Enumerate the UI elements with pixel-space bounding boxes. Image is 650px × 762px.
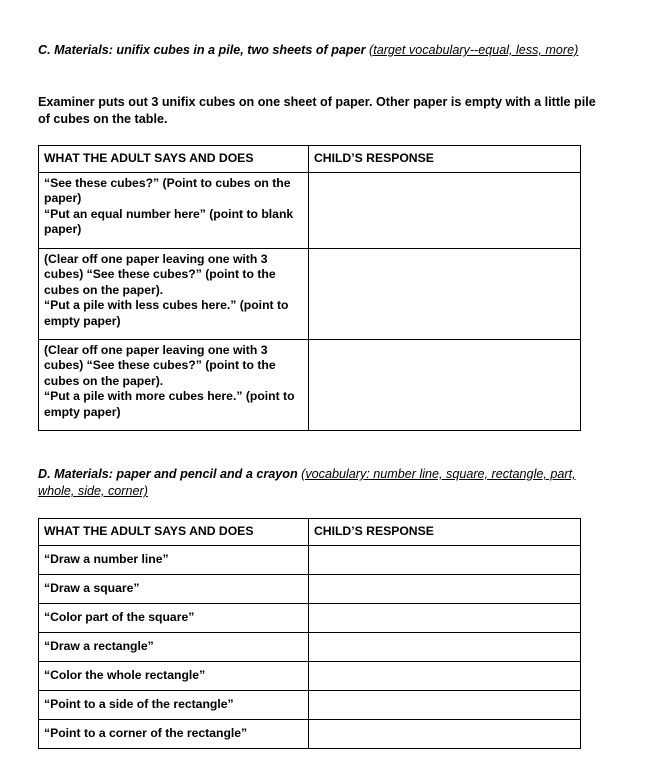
section-c-heading [38,42,598,59]
column-header-adult: WHAT THE ADULT SAYS AND DOES [39,146,309,173]
child-response-cell[interactable] [309,172,581,248]
table-header-row [39,146,581,173]
adult-prompt-cell: “Draw a rectangle” [39,632,309,661]
adult-prompt-line: “See these cubes?” (Point to cubes on the paper) [44,175,291,206]
column-header-child: CHILD’S RESPONSE [309,519,581,546]
child-response-cell[interactable] [309,339,581,430]
table-row [39,339,581,430]
adult-prompt-cell: “Draw a square” [39,574,309,603]
adult-prompt-line: (Clear off one paper leaving one with 3 cubes) “See these cubes?” (point to the cubes on the paper). [44,251,276,297]
adult-prompt-cell: “Point to a side of the rectangle” [39,690,309,719]
adult-cell [39,172,309,248]
table-row [39,574,581,603]
section-c-table [38,145,581,431]
adult-cell [39,248,309,339]
section-d-heading-text: D. Materials: paper and pencil and a crayon [38,467,302,481]
section-d-table [38,518,581,749]
table-row [39,545,581,574]
table-row [39,661,581,690]
child-response-cell[interactable] [309,603,581,632]
section-c-instructions: Examiner puts out 3 unifix cubes on one sheet of paper. Other paper is empty with a little pile of cubes on the table. [38,95,596,126]
adult-prompt-line: (Clear off one paper leaving one with 3 cubes) “See these cubes?” (point to the cubes on the paper). [44,342,276,388]
adult-prompt-cell: “Draw a number line” [39,545,309,574]
column-header-child: CHILD’S RESPONSE [309,146,581,173]
child-response-cell[interactable] [309,574,581,603]
child-response-cell[interactable] [309,632,581,661]
child-response-cell[interactable] [309,719,581,748]
column-header-adult: WHAT THE ADULT SAYS AND DOES [39,519,309,546]
adult-prompt-cell: “Color part of the square” [39,603,309,632]
section-c-heading-text: C. Materials: unifix cubes in a pile, two sheets of paper [38,43,370,57]
section-c-vocabulary: (target vocabulary--equal, less, more) [369,43,579,57]
table-row [39,690,581,719]
table-row [39,248,581,339]
adult-prompt-line: “Put a pile with more cubes here.” (point to empty paper) [44,389,295,419]
adult-prompt-cell: “Point to a corner of the rectangle” [39,719,309,748]
adult-prompt-line: “Put an equal number here” (point to blank paper) [44,206,294,237]
adult-cell [39,339,309,430]
child-response-cell[interactable] [309,690,581,719]
child-response-cell[interactable] [309,545,581,574]
table-row [39,632,581,661]
adult-prompt-cell: “Color the whole rectangle” [39,661,309,690]
table-row [39,603,581,632]
table-header-row [39,519,581,546]
child-response-cell[interactable] [309,661,581,690]
adult-prompt-line: “Put a pile with less cubes here.” (point to empty paper) [44,298,289,328]
child-response-cell[interactable] [309,248,581,339]
section-d-heading [38,466,598,500]
section-d-vocabulary: (vocabulary: number line, square, rectangle, part, whole, side, corner) [38,467,576,498]
table-row [39,719,581,748]
table-row [39,172,581,248]
